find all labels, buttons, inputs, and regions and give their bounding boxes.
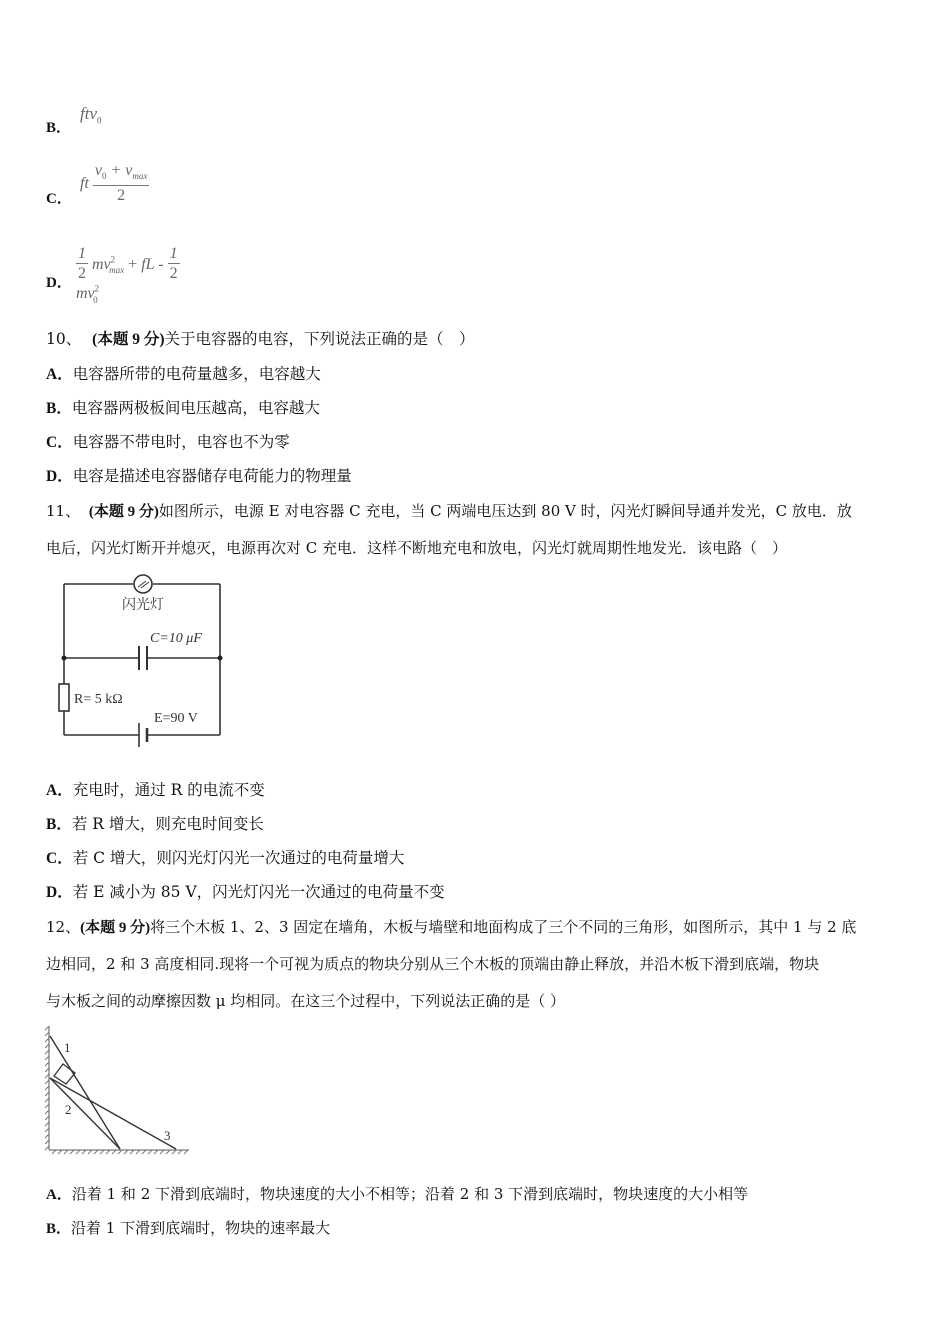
question-stem-continued: 与木板之间的动摩擦因数 μ 均相同。在这三个过程中，下列说法正确的是（ ） (46, 992, 566, 1010)
q11-option-b[interactable] (46, 814, 264, 835)
option-label: A． (46, 782, 73, 799)
board-1 (50, 1036, 120, 1149)
q10-stem (46, 329, 475, 350)
resistor-label: R= 5 kΩ (74, 692, 123, 707)
q9-option-c-formula: ft $\frac{v_0 + v_{max}}{2}$ (80, 162, 148, 205)
option-text: 充电时，通过 R 的电流不变 (72, 781, 265, 799)
option-text: 电容器所带的电荷量越多，电容越大 (72, 365, 321, 383)
q10-option-b[interactable] (46, 398, 320, 419)
option-label: B． (46, 1221, 72, 1237)
capacitor-label: C=10 μF (150, 631, 202, 646)
option-label: A． (46, 366, 73, 383)
option-text: 若 R 增大，则充电时间变长 (71, 815, 264, 833)
q12-stem-line2 (46, 954, 819, 974)
question-score: (本题 9 分) (80, 920, 151, 936)
board-label-1: 1 (64, 1040, 71, 1055)
q9-option-b-formula: ftv$_0$ (80, 104, 102, 126)
option-label: B． (46, 400, 72, 417)
question-stem: 将三个木板 1、2、3 固定在墙角，木板与墙壁和地面构成了三个不同的三角形，如图所示，其中 1 与 2 底 (150, 918, 857, 936)
floor-hatch (52, 1150, 188, 1154)
q9-option-d (46, 271, 72, 292)
option-label: D． (46, 275, 72, 291)
flash-lamp-icon (134, 575, 152, 593)
q9-option-d-formula: $\frac{1}{2}$ $mv^2_{max}$ + fL - $\frac{1}{2}$ $mv^2_0$ (76, 245, 178, 305)
question-stem-continued: 边相同，2 和 3 高度相同.现将一个可视为质点的物块分别从三个木板的顶端由静止释放，并沿木板下滑到底端，物块 (46, 955, 820, 973)
option-label: B． (46, 816, 72, 833)
circuit-diagram (46, 572, 236, 757)
source-label: E=90 V (154, 711, 198, 726)
option-label: C． (46, 850, 73, 867)
option-label: D． (46, 884, 73, 901)
option-text: 若 C 增大，则闪光灯闪光一次通过的电荷量增大 (72, 849, 405, 867)
question-number: 12、 (46, 918, 81, 936)
wall-hatch (45, 1026, 49, 1150)
board-label-3: 3 (164, 1128, 171, 1143)
question-number: 10、 (46, 330, 82, 348)
option-label: C． (46, 434, 73, 451)
q10-option-d[interactable] (46, 466, 352, 487)
option-text: 若 E 减小为 85 V，闪光灯闪光一次通过的电荷量不变 (72, 883, 445, 901)
board-label-2: 2 (65, 1102, 72, 1117)
option-text: 沿着 1 下滑到底端时，物块的速率最大 (71, 1219, 331, 1237)
option-text: 电容器两极板间电压越高，电容越大 (71, 399, 320, 417)
q9-option-b (46, 116, 71, 137)
question-stem-continued: 电后，闪光灯断开并熄灭，电源再次对 C 充电．这样不断地充电和放电，闪光灯就周期性地发光．该电路（ ） (46, 539, 788, 557)
q10-option-c[interactable] (46, 432, 290, 453)
question-score: (本题 9 分) (92, 331, 165, 348)
option-label: B． (46, 120, 72, 136)
q11-stem-line2 (46, 538, 787, 558)
q11-stem-line1 (46, 501, 852, 522)
option-text: 电容是描述电容器储存电荷能力的物理量 (72, 467, 352, 485)
q12-stem-line3 (46, 991, 565, 1011)
q12-option-b[interactable] (46, 1218, 330, 1239)
lamp-label: 闪光灯 (122, 598, 164, 613)
q11-option-c[interactable] (46, 848, 404, 869)
board-2 (50, 1078, 120, 1149)
q11-option-a[interactable] (46, 780, 265, 801)
q9-option-c (46, 187, 72, 208)
question-stem: 如图所示，电源 E 对电容器 C 充电，当 C 两端电压达到 80 V 时，闪光灯瞬间导通并发光，C 放电．放 (158, 502, 852, 520)
option-label: C． (46, 191, 72, 207)
question-number: 11、 (46, 502, 81, 520)
inclined-boards-diagram (44, 1024, 194, 1156)
option-text: 沿着 1 和 2 下滑到底端时，物块速度的大小不相等；沿着 2 和 3 下滑到底端时，物块速度的大小相等 (71, 1185, 749, 1203)
q10-option-a[interactable] (46, 364, 321, 385)
q11-option-d[interactable] (46, 882, 445, 903)
q12-stem-line1 (46, 917, 856, 938)
resistor-icon (59, 684, 69, 711)
question-score: (本题 9 分) (88, 504, 159, 520)
option-label: A． (46, 1187, 72, 1203)
q12-option-a[interactable] (46, 1184, 748, 1205)
option-label: D． (46, 468, 73, 485)
block-icon (54, 1064, 75, 1084)
option-text: 电容器不带电时，电容也不为零 (72, 433, 290, 451)
question-stem: 关于电容器的电容，下列说法正确的是（ ） (164, 330, 475, 348)
